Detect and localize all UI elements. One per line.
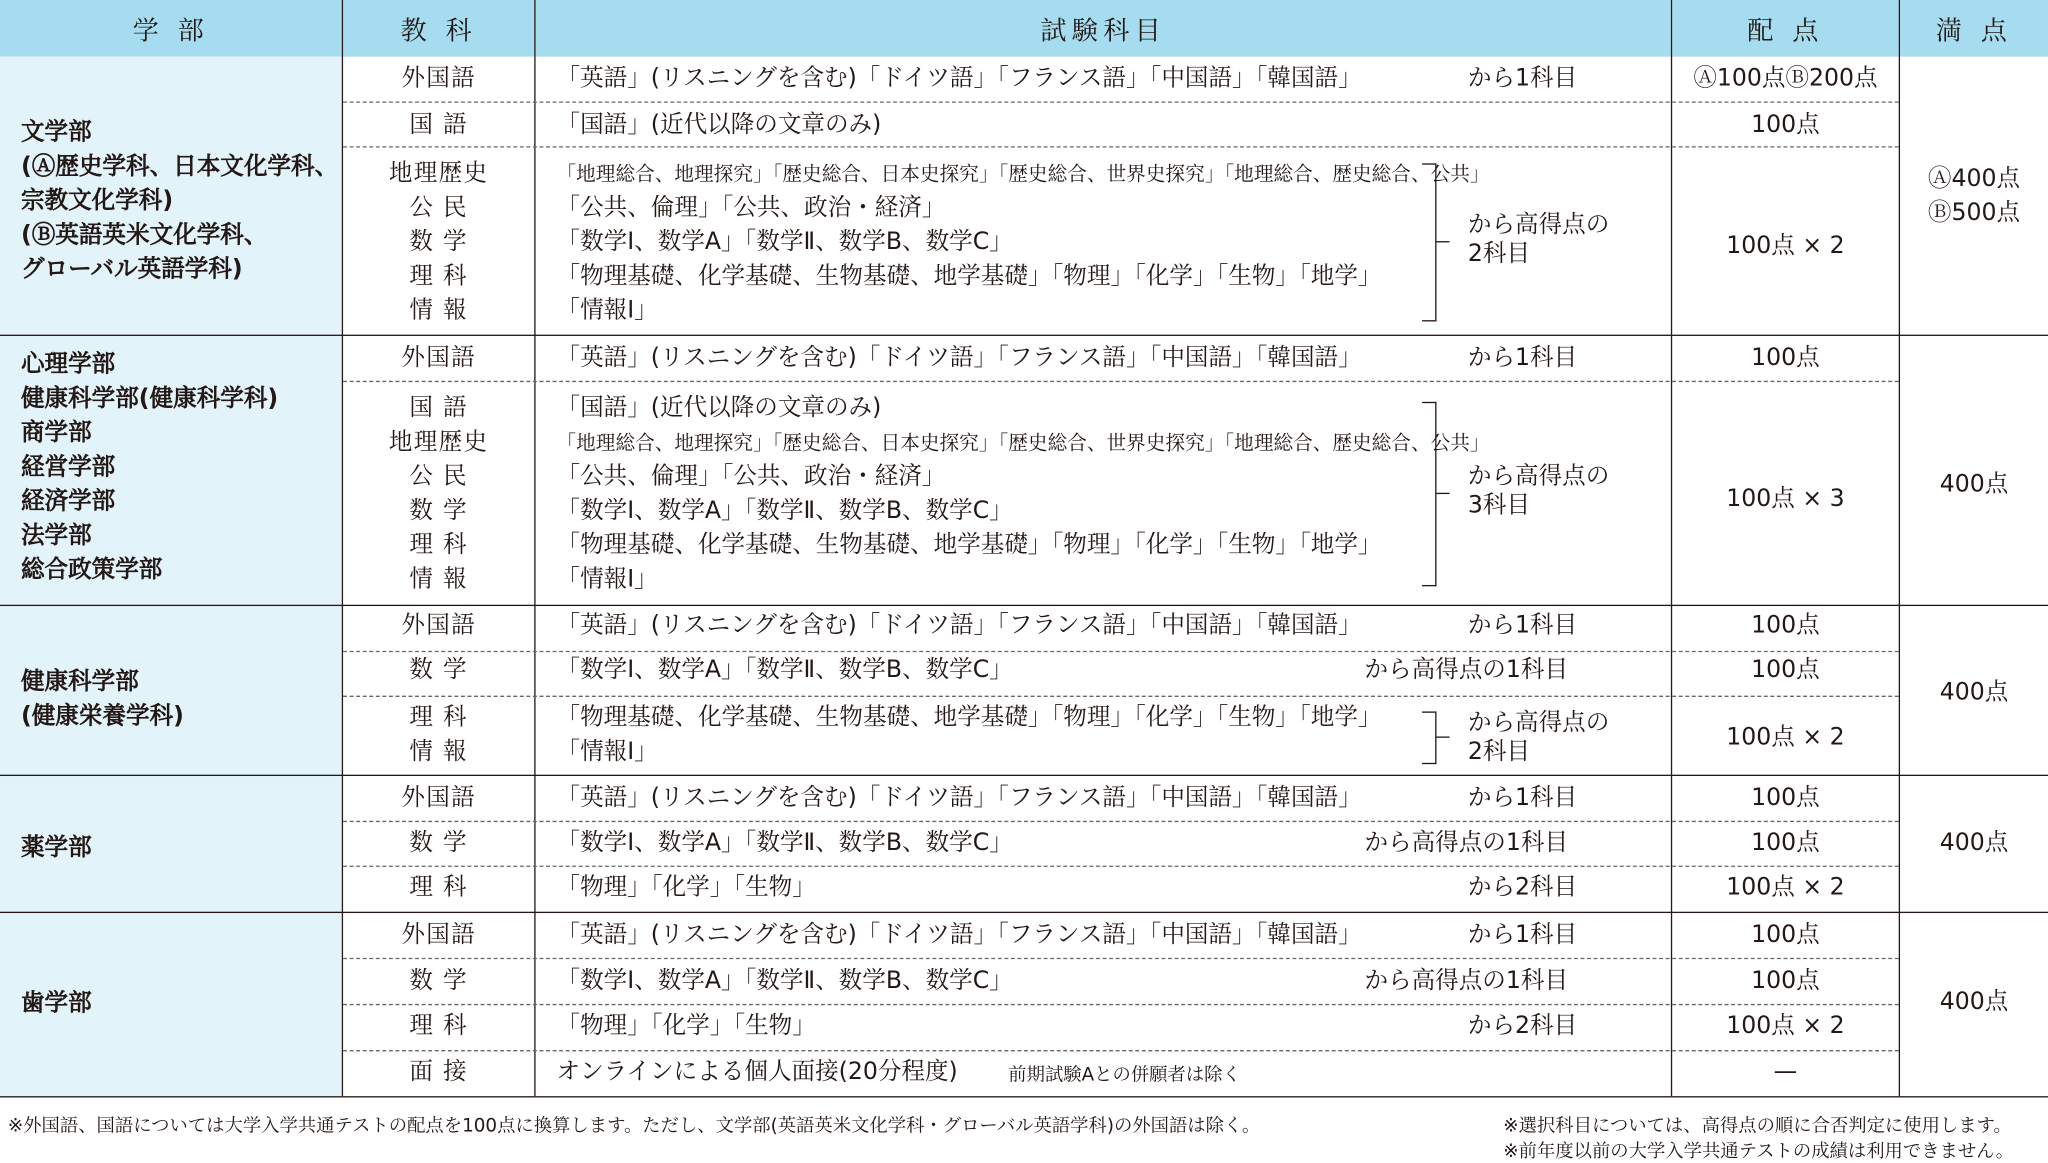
exam-subjects: 「英語」(リスニングを含む)「ドイツ語」「フランス語」「中国語」「韓国語」	[556, 783, 1362, 812]
exam-subjects: 「英語」(リスニングを含む)「ドイツ語」「フランス語」「中国語」「韓国語」	[556, 920, 1362, 949]
footnote-right-2: ※前年度以前の大学入学共通テストの成績は利用できません。	[1503, 1140, 2014, 1163]
row-divider	[343, 958, 1899, 959]
subject-label: 理 科	[409, 530, 468, 559]
exam-subjects: 「数学Ⅰ、数学A」「数学Ⅱ、数学B、数学C」	[556, 656, 1013, 684]
exam-note: 前期試験Aとの併願者は除く	[1008, 1064, 1241, 1086]
exam-subjects: 「英語」(リスニングを含む)「ドイツ語」「フランス語」「中国語」「韓国語」	[556, 343, 1362, 372]
exam-subjects: 「物理基礎、化学基礎、生物基礎、地学基礎」「物理」「化学」「生物」「地学」	[556, 262, 1382, 290]
selection-rule: から高得点の1科目	[1364, 828, 1569, 857]
bracket-tick	[1436, 736, 1449, 737]
selection-rule: から2科目	[1467, 873, 1578, 902]
exam-subjects: 「英語」(リスニングを含む)「ドイツ語」「フランス語」「中国語」「韓国語」	[556, 64, 1362, 93]
points-value: 100点 × 2	[1726, 231, 1845, 260]
subject-label: 国 語	[409, 393, 468, 422]
header-faculty: 学 部	[0, 0, 342, 57]
exam-subjects: 「数学Ⅰ、数学A」「数学Ⅱ、数学B、数学C」	[556, 828, 1013, 857]
points-value: 100点	[1751, 343, 1820, 372]
points-value: 100点	[1751, 656, 1820, 684]
exam-subjects: 「情報Ⅰ」	[556, 565, 658, 593]
subject-label: 地理歴史	[388, 428, 489, 456]
row-divider	[343, 696, 1899, 697]
header-points: 配 点	[1672, 0, 1899, 57]
subject-label: 情 報	[409, 737, 468, 766]
selection-rule: から高得点の	[1467, 708, 1610, 737]
faculty-name: 経済学部	[20, 487, 116, 516]
subject-label: 公 民	[409, 462, 468, 491]
full-score: 400点	[1939, 988, 2009, 1016]
bracket-tick	[1436, 241, 1449, 242]
faculty-name: 薬学部	[20, 833, 92, 862]
exam-subjects: 「情報Ⅰ」	[556, 296, 658, 325]
full-score: Ⓐ400点	[1927, 164, 2021, 193]
bracket	[1422, 402, 1436, 586]
selection-rule: から高得点の	[1467, 462, 1610, 491]
subject-label: 理 科	[409, 1011, 468, 1040]
row-divider	[343, 1004, 1899, 1005]
footnote-right-1: ※選択科目については、高得点の順に合否判定に使用します。	[1503, 1115, 2012, 1138]
points-value: 100点	[1751, 110, 1820, 139]
row-divider	[343, 1050, 1899, 1051]
subject-label: 外国語	[401, 920, 476, 949]
points-value: Ⓐ100点Ⓑ200点	[1693, 64, 1878, 93]
exam-subjects: 「物理基礎、化学基礎、生物基礎、地学基礎」「物理」「化学」「生物」「地学」	[556, 703, 1382, 732]
subject-label: 外国語	[401, 64, 476, 93]
faculty-name: 総合政策学部	[20, 555, 163, 584]
group-divider	[0, 605, 2048, 606]
points-value: 100点	[1751, 920, 1820, 949]
exam-subjects: 「情報Ⅰ」	[556, 737, 658, 766]
points-value: 100点 × 3	[1726, 484, 1845, 513]
faculty-name: 商学部	[20, 418, 92, 447]
row-divider	[343, 866, 1899, 867]
bracket	[1422, 163, 1436, 321]
points-value: 100点 × 2	[1726, 873, 1845, 902]
subject-label: 情 報	[409, 296, 468, 325]
exam-subjects: 「物理基礎、化学基礎、生物基礎、地学基礎」「物理」「化学」「生物」「地学」	[556, 530, 1382, 559]
faculty-name: (Ⓐ歴史学科、日本文化学科、	[20, 152, 339, 181]
points-value: 100点	[1751, 611, 1820, 639]
subject-label: 数 学	[409, 496, 468, 525]
subject-label: 情 報	[409, 565, 468, 593]
group-divider	[0, 335, 2048, 336]
group-divider	[0, 775, 2048, 776]
subject-label: 外国語	[401, 783, 476, 812]
subject-label: 地理歴史	[388, 159, 489, 188]
subject-label: 公 民	[409, 193, 468, 222]
footnote-left: ※外国語、国語については大学入学共通テストの配点を100点に換算します。ただし、文学部(英語英米文化学科・グローバル英語学科)の外国語は除く。	[7, 1115, 1261, 1138]
exam-subjects: オンラインによる個人面接(20分程度)	[556, 1057, 958, 1086]
row-divider	[343, 101, 1899, 102]
exam-subjects: 「公共、倫理」「公共、政治・経済」	[556, 462, 946, 491]
exam-subjects: 「数学Ⅰ、数学A」「数学Ⅱ、数学B、数学C」	[556, 496, 1013, 525]
subject-label: 理 科	[409, 873, 468, 902]
selection-rule: から高得点の1科目	[1364, 656, 1569, 684]
points-value: 100点	[1751, 828, 1820, 857]
full-score: 400点	[1939, 678, 2009, 707]
row-divider	[343, 651, 1899, 652]
faculty-name: 健康科学部	[20, 667, 139, 696]
exam-subjects: 「数学Ⅰ、数学A」「数学Ⅱ、数学B、数学C」	[556, 227, 1013, 256]
exam-subjects: 「物理」「化学」「生物」	[556, 873, 816, 902]
selection-rule: から高得点の	[1467, 210, 1610, 239]
full-score: Ⓑ500点	[1927, 198, 2021, 227]
subject-label: 数 学	[409, 828, 468, 857]
selection-rule: から高得点の1科目	[1364, 967, 1569, 995]
faculty-name: (Ⓑ英語英米文化学科、	[20, 221, 268, 250]
full-score: 400点	[1939, 470, 2009, 499]
bracket	[1422, 711, 1436, 764]
exam-subjects: 「物理」「化学」「生物」	[556, 1011, 816, 1040]
selection-rule: から1科目	[1467, 920, 1578, 949]
header-full: 満 点	[1900, 0, 2048, 57]
header-subject: 教 科	[343, 0, 534, 57]
exam-subjects: 「地理総合、地理探究」「歴史総合、日本史探究」「歴史総合、世界史探究」「地理総合、歴史総合、公共」	[556, 430, 1490, 455]
selection-rule: から1科目	[1467, 64, 1578, 93]
points-value: 100点	[1751, 967, 1820, 995]
selection-rule: から1科目	[1467, 783, 1578, 812]
faculty-name: 歯学部	[20, 989, 92, 1018]
faculty-name: 経営学部	[20, 453, 116, 481]
faculty-name: 法学部	[20, 521, 92, 550]
selection-rule: から2科目	[1467, 1011, 1578, 1040]
exam-subjects: 「国語」(近代以降の文章のみ)	[556, 393, 882, 422]
points-value: 100点 × 2	[1726, 723, 1845, 751]
exam-subjects: 「英語」(リスニングを含む)「ドイツ語」「フランス語」「中国語」「韓国語」	[556, 611, 1362, 639]
faculty-name: 宗教文化学科)	[20, 187, 174, 215]
selection-rule: から1科目	[1467, 343, 1578, 372]
points-value: —	[1773, 1057, 1798, 1086]
subject-label: 理 科	[409, 703, 468, 732]
bracket-tick	[1436, 493, 1449, 494]
points-value: 100点	[1751, 783, 1820, 812]
header-exam: 試験科目	[536, 0, 1671, 57]
exam-subjects: 「地理総合、地理探究」「歴史総合、日本史探究」「歴史総合、世界史探究」「地理総合、歴史総合、公共」	[556, 162, 1490, 186]
subject-label: 数 学	[409, 656, 468, 684]
selection-rule: 2科目	[1467, 239, 1531, 268]
row-divider	[343, 821, 1899, 822]
faculty-name: (健康栄養学科)	[20, 702, 184, 730]
subject-label: 数 学	[409, 967, 468, 995]
subject-label: 面 接	[409, 1057, 468, 1086]
faculty-name: 心理学部	[20, 350, 116, 379]
faculty-name: グローバル英語学科)	[20, 255, 243, 284]
exam-subjects: 「国語」(近代以降の文章のみ)	[556, 110, 882, 139]
faculty-name: 健康科学部(健康科学科)	[20, 384, 279, 413]
subject-label: 外国語	[401, 343, 476, 372]
exam-subjects: 「数学Ⅰ、数学A」「数学Ⅱ、数学B、数学C」	[556, 967, 1013, 995]
row-divider	[343, 381, 1899, 382]
selection-rule: 2科目	[1467, 737, 1531, 766]
selection-rule: 3科目	[1467, 491, 1531, 520]
row-divider	[343, 146, 1899, 147]
points-value: 100点 × 2	[1726, 1011, 1845, 1040]
subject-label: 外国語	[401, 611, 476, 639]
grid-line	[534, 0, 535, 1096]
subject-label: 理 科	[409, 262, 468, 290]
full-score: 400点	[1939, 828, 2009, 857]
subject-label: 国 語	[409, 110, 468, 139]
faculty-name: 文学部	[20, 118, 92, 147]
subject-label: 数 学	[409, 227, 468, 256]
selection-rule: から1科目	[1467, 611, 1578, 639]
group-divider	[0, 912, 2048, 913]
exam-subjects: 「公共、倫理」「公共、政治・経済」	[556, 193, 946, 222]
table-bottom	[0, 1096, 2048, 1097]
